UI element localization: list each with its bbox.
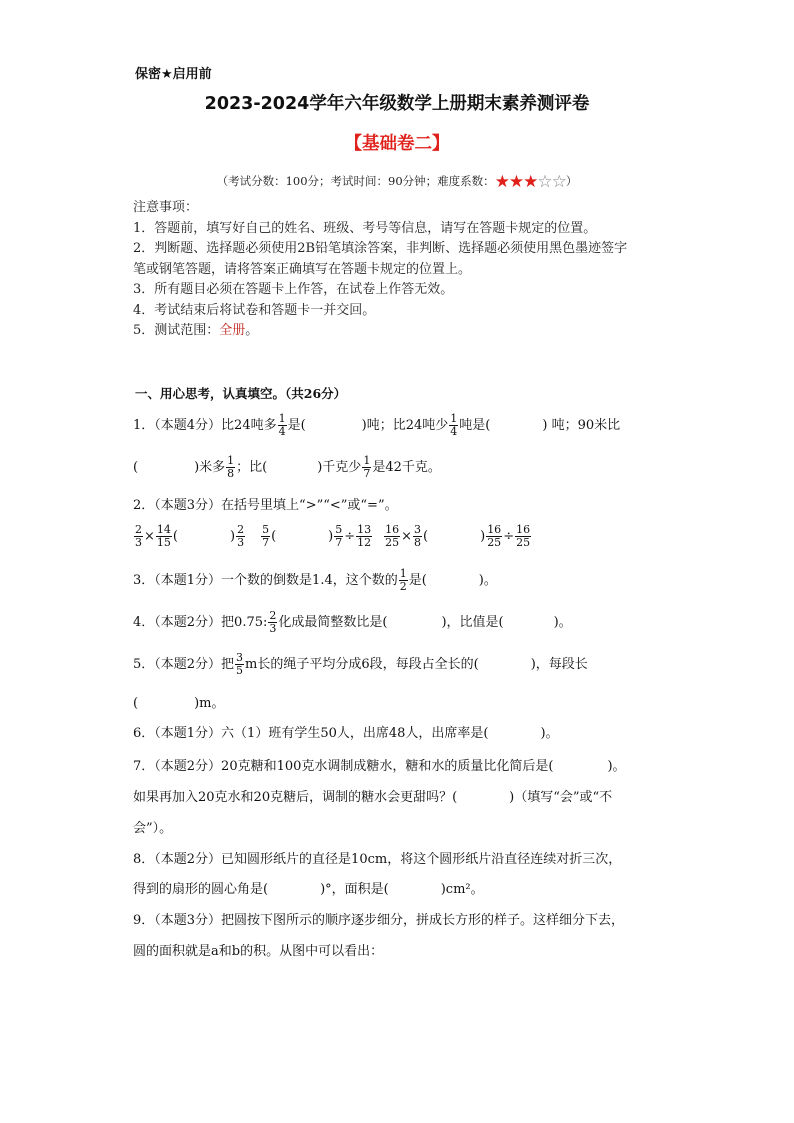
fraction-numerator: 3 <box>414 523 422 536</box>
question-5-line-2 <box>133 692 224 711</box>
question-text: ÷ <box>344 529 356 544</box>
star-filled-icon: ★★★ <box>494 172 538 192</box>
question-text: 化成最简整数比是( <box>278 615 388 630</box>
question-text: )m。 <box>194 696 225 711</box>
question-7-line-1 <box>133 755 626 774</box>
fraction-numerator: 16 <box>385 523 400 536</box>
fraction <box>156 524 172 549</box>
question-1-line-1 <box>133 413 620 438</box>
confidential-label: 保密★启用前 <box>135 67 212 82</box>
question-text: ( <box>271 529 277 544</box>
question-7-line-2 <box>133 786 612 805</box>
question-text: 得到的扇形的圆心角是( <box>133 882 269 897</box>
question-text: ( <box>172 529 178 544</box>
fraction <box>334 524 343 549</box>
notes-title: 注意事项： <box>133 200 199 215</box>
difficulty-stars <box>495 172 566 192</box>
exam-meta <box>0 172 794 192</box>
fraction <box>515 524 531 549</box>
question-text: 是( <box>408 573 427 588</box>
question-text: )。 <box>553 615 572 630</box>
note-item-scope: 5．测试范围：全册。 <box>133 323 259 338</box>
question-2: 2．（本题3分）在括号里填上“>”“<”或“=”。 <box>133 498 398 513</box>
fraction <box>449 413 458 438</box>
fraction-numerator: 1 <box>278 412 286 425</box>
fraction-denominator: 2 <box>399 580 407 593</box>
fraction <box>356 524 372 549</box>
question-text: )吨；比24吨少 <box>361 418 449 433</box>
fraction-numerator: 13 <box>357 523 372 536</box>
fraction-numerator: 16 <box>516 523 531 536</box>
question-text: )。 <box>607 759 626 774</box>
question-text: ( <box>133 696 139 711</box>
question-text: )。 <box>478 573 497 588</box>
fraction-numerator: 2 <box>269 609 277 622</box>
question-text: 5．（本题2分）把 <box>133 657 235 672</box>
fraction-numerator: 2 <box>135 523 142 536</box>
fraction <box>236 524 245 549</box>
question-text: 是( <box>287 418 306 433</box>
fraction-denominator: 3 <box>269 622 277 635</box>
section-heading: 一、用心思考，认真填空。（共26分） <box>135 386 347 401</box>
question-text: m长的绳子平均分成6段，每段占全长的( <box>245 657 479 672</box>
fraction-denominator: 8 <box>227 467 235 480</box>
fraction-denominator: 15 <box>156 536 171 549</box>
fraction-denominator: 25 <box>385 536 400 549</box>
question-text: )°，面积是( <box>320 882 389 897</box>
scope-value: 全册 <box>219 323 246 338</box>
question-3 <box>133 568 497 593</box>
fraction-numerator: 5 <box>262 523 270 536</box>
fraction <box>399 568 408 593</box>
fraction-numerator: 1 <box>450 412 458 425</box>
note-item: 笔或钢笔答题，请将答案正确填写在答题卡规定的位置上。 <box>133 261 472 277</box>
fraction-denominator: 3 <box>135 536 142 549</box>
question-text: ) <box>480 529 486 544</box>
fraction-numerator: 16 <box>487 523 502 536</box>
question-text: ) 吨；90米比 <box>542 418 621 433</box>
fraction-denominator: 8 <box>414 536 422 549</box>
fraction <box>413 524 422 549</box>
question-text: 吨是( <box>459 418 491 433</box>
question-5-line-1 <box>133 652 588 677</box>
question-text: )。 <box>540 726 559 741</box>
question-text: ) <box>229 529 236 544</box>
fraction-numerator: 1 <box>363 454 371 467</box>
fraction-denominator: 3 <box>237 536 245 549</box>
fraction-denominator: 7 <box>363 467 371 480</box>
fraction-denominator: 25 <box>516 536 531 549</box>
question-8-line-2 <box>133 878 484 897</box>
fraction-denominator: 25 <box>487 536 502 549</box>
question-8-line-1: 8．（本题2分）已知圆形纸片的直径是10cm，将这个圆形纸片沿直径连续对折三次， <box>133 852 622 867</box>
question-text: 6．（本题1分）六（1）班有学生50人，出席48人，出席率是( <box>133 726 489 741</box>
meta-text: （考试分数：100分；考试时间：90分钟；难度系数： <box>216 174 495 188</box>
note-item: 1．答题前，填写好自己的姓名、班级、考号等信息，请写在答题卡规定的位置。 <box>133 220 597 236</box>
notes-block <box>133 198 627 342</box>
exam-title: 2023-2024学年六年级数学上册期末素养测评卷 <box>204 94 590 114</box>
fraction-denominator: 12 <box>357 536 372 549</box>
question-text: ÷ <box>503 529 515 544</box>
question-text: × <box>401 529 413 544</box>
fraction-numerator: 1 <box>399 567 407 580</box>
fraction <box>362 455 371 480</box>
question-text: 3．（本题1分）一个数的倒数是1.4，这个数的 <box>133 573 398 588</box>
question-text: ) <box>328 529 334 544</box>
fraction <box>268 610 277 635</box>
question-text: 4．（本题2分）把0.75: <box>133 615 268 630</box>
fraction <box>278 413 287 438</box>
question-text: ；比( <box>236 460 268 475</box>
fraction-denominator: 4 <box>278 425 286 438</box>
fraction <box>134 524 143 549</box>
question-2-expressions <box>133 524 532 549</box>
question-text: ( <box>133 460 139 475</box>
fraction-denominator: 4 <box>450 425 458 438</box>
question-9-line-1: 9．（本题3分）把圆按下图所示的顺序逐步细分，拼成长方形的样子。这样细分下去， <box>133 913 625 928</box>
exam-subtitle: 【基础卷二】 <box>344 134 450 154</box>
fraction-numerator: 5 <box>335 523 343 536</box>
fraction <box>486 524 502 549</box>
fraction <box>235 652 244 677</box>
question-1-line-2 <box>133 455 441 480</box>
question-4 <box>133 610 572 635</box>
fraction-denominator: 5 <box>236 664 244 677</box>
question-text: )（填写“会”或“不 <box>509 790 613 805</box>
question-7-line-3: 会”）。 <box>133 821 173 836</box>
question-text: )cm²。 <box>440 882 484 897</box>
question-text: )，每段长 <box>530 657 588 672</box>
fraction <box>384 524 400 549</box>
question-text: 是42千克。 <box>372 460 441 475</box>
fraction-numerator: 3 <box>236 651 244 664</box>
fraction <box>261 524 270 549</box>
fraction-denominator: 7 <box>335 536 343 549</box>
question-text: 7．（本题2分）20克糖和100克水调制成糖水，糖和水的质量比化简后是( <box>133 759 554 774</box>
note-item: 2．判断题、选择题必须使用2B铅笔填涂答案，非判断、选择题必须使用黑色墨迹签字 <box>133 241 628 256</box>
question-text: )，比值是( <box>441 615 504 630</box>
question-text: 1．（本题4分）比24吨多 <box>133 418 277 433</box>
question-text: ( <box>423 529 429 544</box>
star-empty-icon: ☆☆ <box>537 172 566 192</box>
fraction-denominator: 7 <box>262 536 270 549</box>
question-6 <box>133 722 559 741</box>
fraction <box>226 455 235 480</box>
note-item: 4．考试结束后将试卷和答题卡一并交回。 <box>133 302 376 318</box>
fraction-numerator: 1 <box>227 454 235 467</box>
question-text: × <box>144 529 155 544</box>
question-text: )千克少 <box>317 460 362 475</box>
question-text: 如果再加入20克水和20克糖后，调制的糖水会更甜吗？( <box>133 790 458 805</box>
fraction-numerator: 14 <box>156 523 171 536</box>
question-9-line-2: 圆的面积就是a和b的积。从图中可以看出： <box>133 944 384 959</box>
note-item: 3．所有题目必须在答题卡上作答，在试卷上作答无效。 <box>133 282 454 297</box>
meta-close: ） <box>565 174 578 188</box>
question-text: )米多 <box>194 460 226 475</box>
fraction-numerator: 2 <box>237 523 245 536</box>
